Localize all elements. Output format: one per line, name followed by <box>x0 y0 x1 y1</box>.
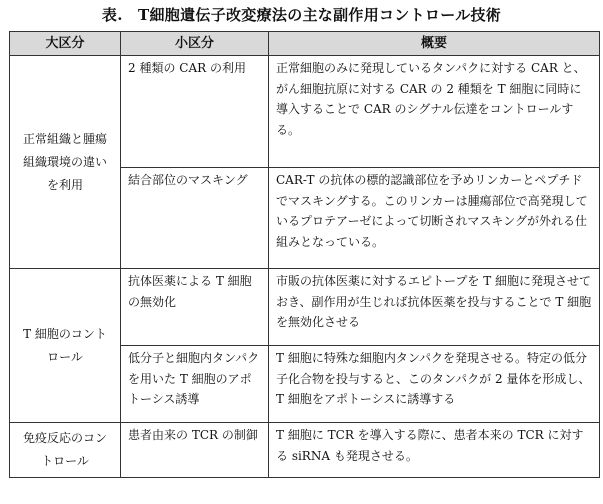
overview-cell: 市販の抗体医薬に対するエピトープを T 細胞に発現させておき、副作用が生じれば抗体医薬を投与することで T 細胞を無効化させる <box>269 269 600 346</box>
overview-cell: 正常細胞のみに発現しているタンパクに対する CAR と、がん細胞抗原に対する CAR の 2 種類を T 細胞に同時に導入することで CAR のシグナル伝達をコントロールする。 <box>269 56 600 168</box>
table-row <box>10 423 600 478</box>
header-overview: 概要 <box>269 32 600 56</box>
overview-cell: T 細胞に特殊な細胞内タンパクを発現させる。特定の低分子化合物を投与すると、このタンパクが 2 量体を形成し、T 細胞をアポトーシスに誘導する <box>269 346 600 423</box>
side-effect-control-table <box>9 31 600 478</box>
major-category-cell: 免疫反応のコントロール <box>10 423 121 478</box>
table-row <box>10 269 600 346</box>
overview-cell: CAR-T の抗体の標的認識部位を予めリンカーとペプチドでマスキングする。このリンカーは腫瘍部位で高発現しているプロテアーゼによって切断されマスキングが外れる仕組みとなっている。 <box>269 168 600 269</box>
table-title: 表. T細胞遺伝子改変療法の主な副作用コントロール技術 <box>101 6 502 24</box>
table-header-row <box>10 32 600 56</box>
minor-category-cell: 抗体医薬による T 細胞の無効化 <box>121 269 269 346</box>
table-row <box>10 56 600 168</box>
header-minor-category: 小区分 <box>121 32 269 56</box>
minor-category-cell: 結合部位のマスキング <box>121 168 269 269</box>
minor-category-cell: 2 種類の CAR の利用 <box>121 56 269 168</box>
minor-category-cell: 低分子と細胞内タンパクを用いた T 細胞のアポトーシス誘導 <box>121 346 269 423</box>
major-category-cell: 正常組織と腫瘍組織環境の違いを利用 <box>10 56 121 269</box>
minor-category-cell: 患者由来の TCR の制御 <box>121 423 269 478</box>
overview-cell: T 細胞に TCR を導入する際に、患者本来の TCR に対する siRNA も発現させる。 <box>269 423 600 478</box>
header-major-category: 大区分 <box>10 32 121 56</box>
major-category-cell: T 細胞のコントロール <box>10 269 121 423</box>
